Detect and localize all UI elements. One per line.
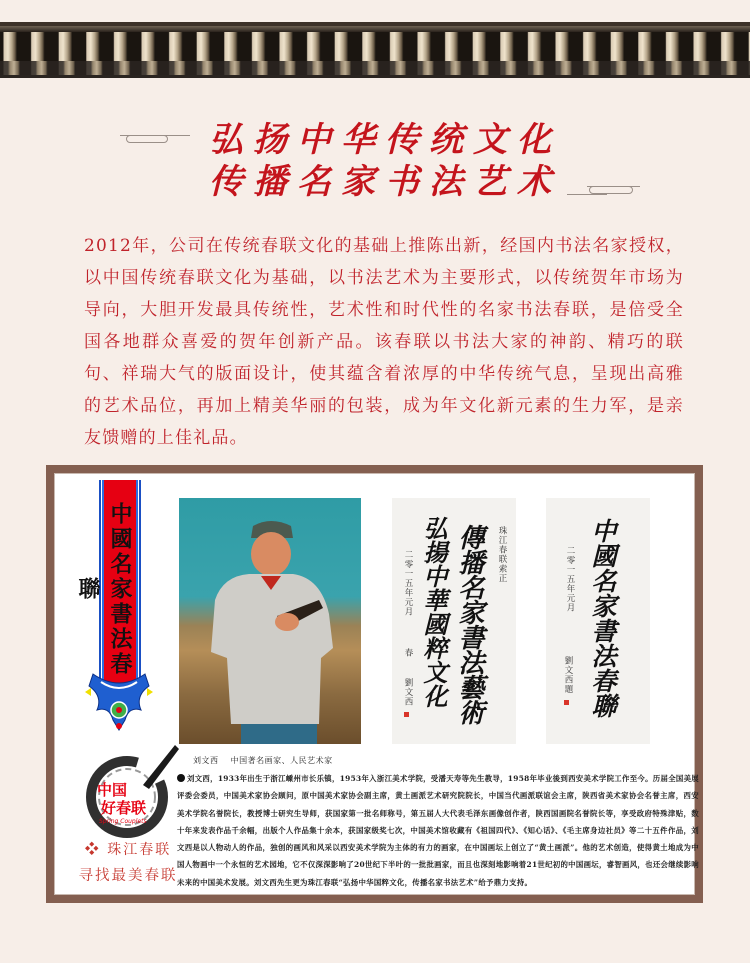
calligraphy-season-mark: 春 [403,648,413,658]
artist-biography-text: 刘文西，1933年出生于浙江嵊州市长乐镇，1953年入浙江美术学院，受潘天寿等先生教导，1958年毕业後到西安美术学院工作至今。历届全国美展评委会委员，中国美术家协会顾问，原中国美术家协会副主席，黄土画派艺术研究院院长，中国当代画派联谊会主席，陕西省美术家协会名誉主席，西安美术学院名誉院长，教授博士研究生导师，获国家第一批名师称号，第五届人大代表毛泽东画像创作者，陕西国画院名誉院长等，享受政府特殊津贴，数十年来发表作品千余幅，出版个人作品集十余本，获国家级奖七次，中国美术馆收藏有《祖国四代》、《知心话》、《毛主席身边社员》等二十五件作品，刘文西是以人物动人的作品，独创的画风和风采以西安美术学院为主体的有力的画家，在中国画坛上创立了“黄土画派”。他的艺术创造，使得黄土地成为中国人物画中一个永恒的艺术园地，它不仅深深影响了20世纪下半叶的一批批画家，而且也深刻地影响着21世纪初的中国画坛，睿智画风，也还会继续影响未来的中国美术发展。刘文西先生更为珠江春联“弘扬中华国粹文化，传播名家书法艺术”给予鼎力支持。 [177,774,699,887]
calligraphy-inscription-side: 二零一五年元月 [565,546,575,613]
calligraphy-inscription-side: 二零一五年元月 [403,550,413,617]
svg-text:中国: 中国 [97,781,128,799]
scroll-banner [75,480,141,685]
artist-caption: 刘文西 中国著名画家、人民艺术家 [193,756,333,765]
calligraphy-signature: 劉文西 [403,678,413,707]
intro-paragraph: 2012年，公司在传统春联文化的基础上推陈出新，经国内书法名家授权，以中国传统春联文化为基础，以书法艺术为主要形式，以传统贺年市场为导向，大胆开发最具传统性，艺术性和时代性的名家书法春联，是倍受全国各地群众喜爱的贺年创新产品。该春联以书法大家的神韵、精巧的联句、祥瑞大气的版面设计，使其蕴含着浓厚的中华传统气息，呈现出高雅的艺术品位，再加上精美华丽的包装，成为年文化新元素的生力军，是亲友馈赠的上佳礼品。 [84,236,684,448]
knot-logo-icon: ❖ [84,842,101,858]
brand-slogan: 寻找最美春联 [78,868,178,884]
brand-company-label: 珠江春联 [107,842,172,858]
calligraphy-scroll-1 [392,498,516,744]
calligraphy-column-left: 弘揚中華國粹文化 [419,516,448,708]
roof-tile-eave-banner [0,22,750,78]
svg-text:Spring Couplets: Spring Couplets [99,818,147,825]
artist-portrait-photo [179,498,361,744]
person-figure-image [201,518,341,744]
title-line-1: 弘扬中华传统文化 [209,120,561,160]
red-seal-stamp [404,712,409,717]
svg-text:好春联: 好春联 [101,799,147,817]
artist-biography [177,770,699,891]
calligraphy-column-right: 傳播名家書法藝術 [454,524,484,724]
artist-panel-frame [46,465,703,903]
calligraphy-inscription-top: 珠江春联索正 [497,526,507,583]
artist-panel [54,473,699,895]
red-seal-stamp [564,700,569,705]
calligraphy-column-main: 中國名家書法春聯 [588,518,617,718]
ornament-icon [79,670,159,732]
bullet-icon [177,774,185,782]
page-title [0,112,750,202]
calligraphy-signature: 劉文西題 [563,656,573,694]
title-line-2: 传播名家书法艺术 [209,162,561,202]
calligraphy-scroll-2 [546,498,650,744]
brand-logo-ink-circle [75,739,185,849]
brand-company-name [69,839,187,859]
scroll-banner-text: 中國名家書法春聯 [75,502,133,677]
